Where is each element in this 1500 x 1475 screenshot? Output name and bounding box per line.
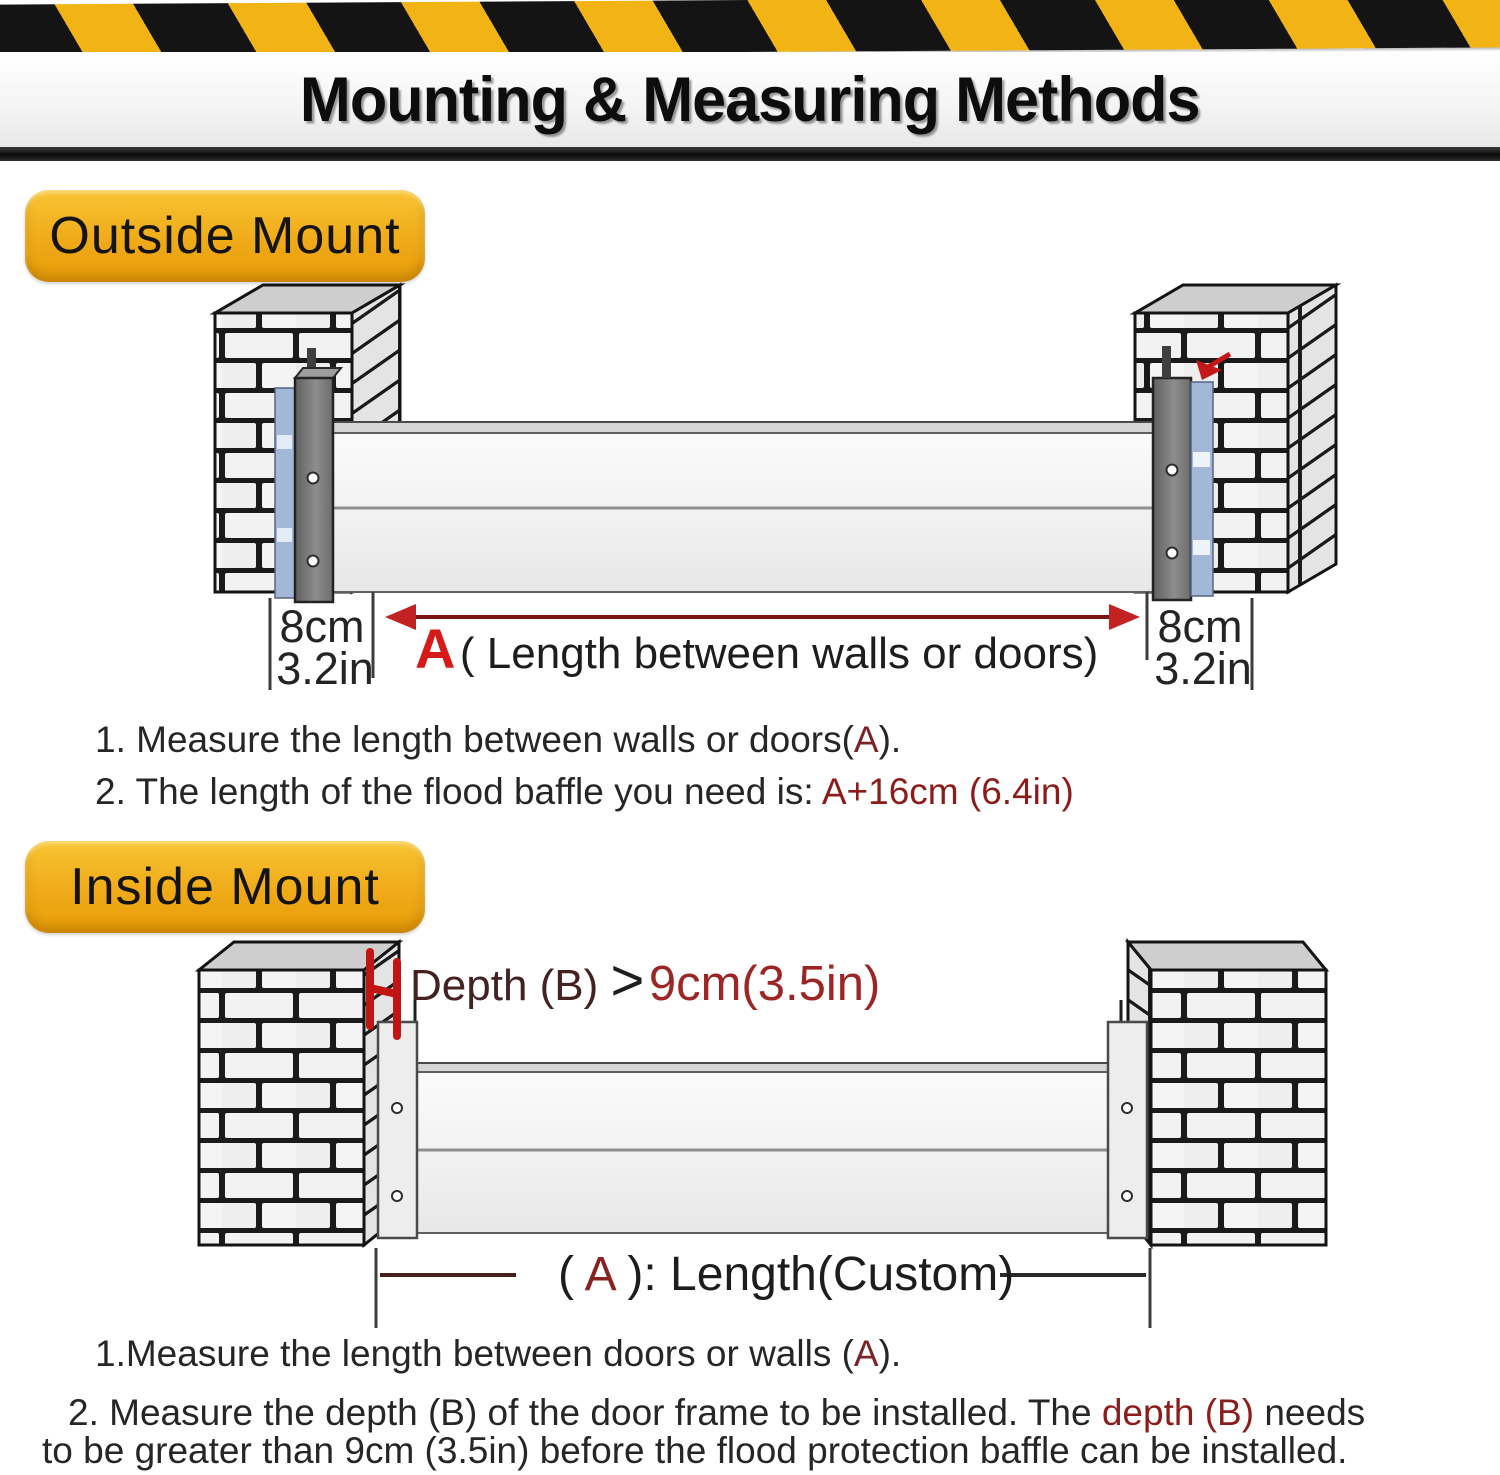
seal-strip-left xyxy=(275,388,295,598)
outside-mount-badge xyxy=(25,190,425,282)
dim-left-in-label: 3.2in xyxy=(276,643,374,694)
dim-right-in-label: 3.2in xyxy=(1154,643,1252,694)
outside-step-2: 2. The length of the flood baffle you need is: A+16cm (6.4in) xyxy=(95,771,1074,812)
length-label: ( A ): Length(Custom) xyxy=(558,1248,1015,1301)
flood-barrier-panels xyxy=(333,422,1160,592)
outside-mount-badge-label: Outside Mount xyxy=(49,207,401,265)
outside-step-1: 1. Measure the length between walls or doors(A). xyxy=(95,719,902,760)
flood-barrier-panels xyxy=(417,1063,1108,1233)
step-letter-a: A xyxy=(853,719,879,760)
mounting-plate-right xyxy=(1108,1000,1147,1238)
dim-right-cm-label: 8cm xyxy=(1157,601,1243,652)
inside-mount-diagram xyxy=(0,930,1500,1340)
outside-mount-diagram xyxy=(0,270,1500,700)
inside-right-pillar-illustration xyxy=(1128,942,1326,1245)
screw-hole xyxy=(308,556,319,567)
header xyxy=(0,52,1500,147)
step2-formula-highlight: A+16cm (6.4in) xyxy=(821,771,1074,812)
screw-hole xyxy=(1122,1191,1132,1201)
screw-hole xyxy=(1167,548,1178,559)
title-divider-bar xyxy=(0,147,1500,161)
span-arrow xyxy=(385,604,1140,630)
depth-b-highlight: depth (B) xyxy=(1101,1392,1255,1433)
span-length-label: A ( Length between walls or doors) xyxy=(415,617,1099,680)
red-letter-a: A xyxy=(415,617,456,680)
screw-hole xyxy=(1167,465,1178,476)
inside-mount-badge-label: Inside Mount xyxy=(70,858,380,916)
inside-step-1: 1.Measure the length between doors or walls (A). xyxy=(95,1333,902,1374)
page-title: Mounting & Measuring Methods xyxy=(300,64,1200,135)
inside-mount-badge xyxy=(25,841,425,933)
screw-hole xyxy=(392,1103,402,1113)
hazard-stripe-banner xyxy=(0,0,1500,57)
screw-hole xyxy=(1122,1103,1132,1113)
depth-label: Depth (B) > 9cm(3.5in) xyxy=(410,948,881,1013)
step-letter-a: A xyxy=(853,1333,879,1374)
screw-hole xyxy=(308,473,319,484)
inside-step-3: to be greater than 9cm (3.5in) before the flood protection baffle can be installed. xyxy=(42,1430,1348,1471)
red-letter-a: A xyxy=(584,1248,615,1301)
dim-left-cm-label: 8cm xyxy=(279,601,365,652)
seal-strip-right xyxy=(1191,382,1213,596)
screw-hole xyxy=(392,1191,402,1201)
inside-step-2: 2. Measure the depth (B) of the door frame to be installed. The depth (B) needs xyxy=(68,1392,1366,1433)
